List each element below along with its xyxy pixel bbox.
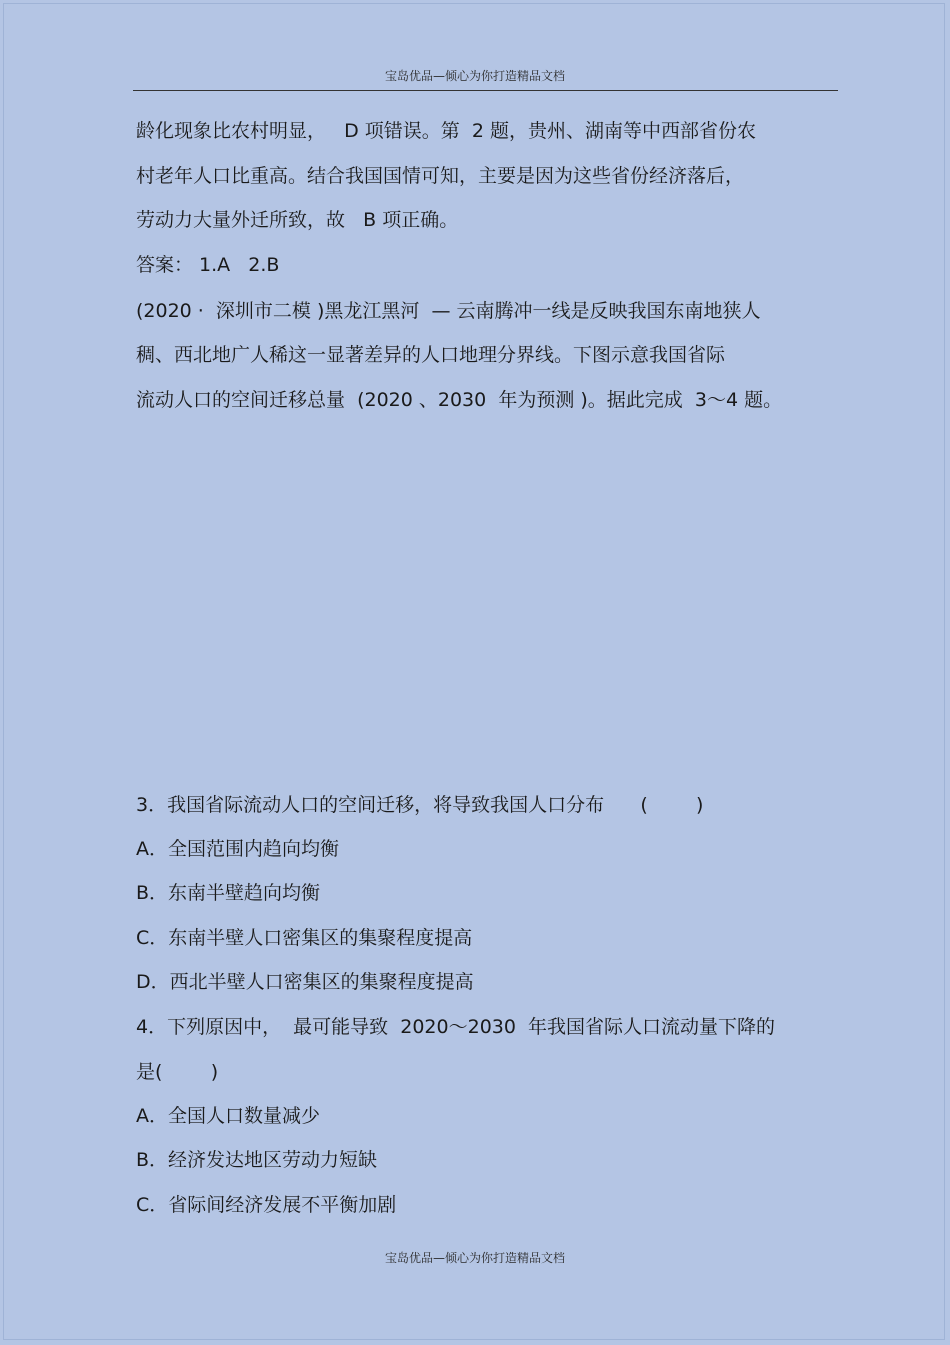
body-line: 龄化现象比农村明显， D 项错误。第 2 题，贵州、湖南等中西部省份农 bbox=[136, 120, 756, 142]
header-divider bbox=[133, 90, 838, 91]
question-4: 4．下列原因中， 最可能导致 2020～2030 年我国省际人口流动量下降的 bbox=[136, 1016, 776, 1038]
option-a: A．全国人口数量减少 bbox=[136, 1105, 320, 1127]
option-c: C．东南半壁人口密集区的集聚程度提高 bbox=[136, 927, 473, 949]
page-header: 宝岛优品—倾心为你打造精品文档 bbox=[384, 69, 565, 83]
option-c: C．省际间经济发展不平衡加剧 bbox=[136, 1194, 397, 1216]
body-line: 稠、西北地广人稀这一显著差异的人口地理分界线。下图示意我国省际 bbox=[136, 344, 726, 366]
option-b: B．东南半壁趋向均衡 bbox=[136, 882, 321, 904]
answer-line: 答案： 1.A 2.B bbox=[136, 254, 280, 276]
option-b: B．经济发达地区劳动力短缺 bbox=[136, 1149, 378, 1171]
body-line: 流动人口的空间迁移总量 (2020 、2030 年为预测 )。据此完成 3～4 题。 bbox=[136, 389, 783, 411]
page-footer: 宝岛优品—倾心为你打造精品文档 bbox=[384, 1251, 565, 1265]
question-4-cont: 是( ) bbox=[136, 1061, 219, 1083]
question-3: 3．我国省际流动人口的空间迁移，将导致我国人口分布 ( ) bbox=[136, 794, 704, 816]
option-d: D．西北半壁人口密集区的集聚程度提高 bbox=[136, 971, 474, 993]
body-line: (2020 · 深圳市二模 )黑龙江黑河 — 云南腾冲一线是反映我国东南地狭人 bbox=[136, 300, 761, 322]
body-line: 劳动力大量外迁所致，故 B 项正确。 bbox=[136, 209, 459, 231]
option-a: A．全国范围内趋向均衡 bbox=[136, 838, 339, 860]
figure-placeholder bbox=[136, 430, 826, 780]
body-line: 村老年人口比重高。结合我国国情可知，主要是因为这些省份经济落后， bbox=[136, 165, 745, 187]
